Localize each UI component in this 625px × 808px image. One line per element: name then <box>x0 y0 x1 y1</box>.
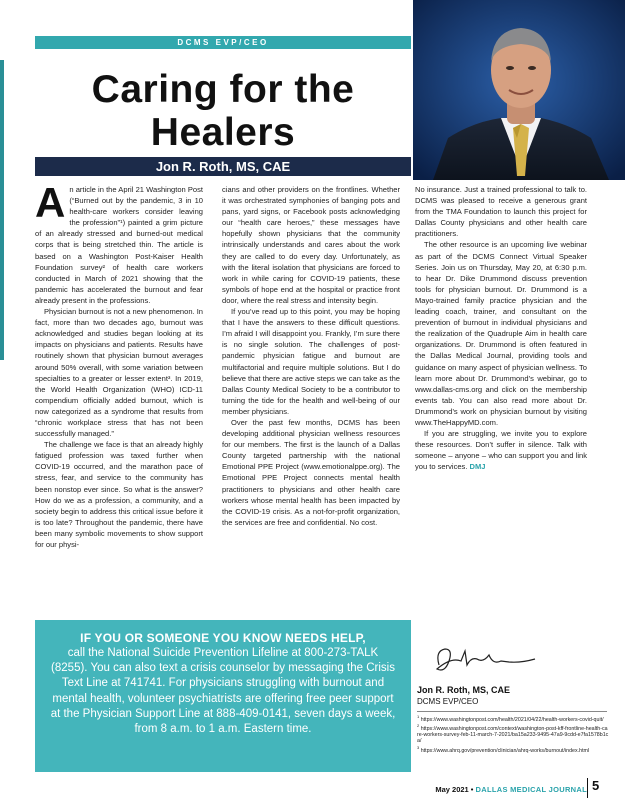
paragraph: If you are struggling, we invite you to explore these resources. Don’t suffer in silence. Talk with someone – anyone – who can support you and link you to services. DMJ <box>415 429 587 472</box>
footer-journal-name: DALLAS MEDICAL JOURNAL <box>475 785 587 794</box>
article-title <box>35 68 411 154</box>
signoff-title: DCMS EVP/CEO <box>417 697 479 706</box>
callout-body: call the National Suicide Prevention Lifeline at 800-273-TALK (8255). You can also text a crisis counselor by messaging the Crisis Text Line at 741741. For physicians struggling with burnout and mental health, volunteer psychiatrists are offering free peer support at the Physician Support Line at 888-409-0141, seven days a week, from 8 a.m. to 1 a.m. Eastern time. <box>50 647 396 736</box>
title-line-2: Healers <box>150 111 296 154</box>
drop-cap: A <box>35 179 66 226</box>
footer-divider <box>587 778 588 798</box>
footer-date: May 2021 <box>435 785 469 794</box>
article-column-3 <box>415 184 587 472</box>
footer-separator: • <box>470 785 474 794</box>
section-label: DCMS EVP/CEO <box>177 38 269 47</box>
footnote-link[interactable]: https://www.washingtonpost.com/context/washington-post-kff-frontline-health-care-workers-survey-feb-11-march-7-2021/ba15a233-9495-47a9-9cdd-e7fa1578b1ca/ <box>417 725 609 745</box>
byline-bar <box>35 157 411 176</box>
footnote-divider <box>417 711 607 712</box>
help-callout-box <box>35 620 411 772</box>
footnote-item: $^3$ https://www.ahrq.gov/prevention/clinician/ahrq-works/burnout/index.html <box>417 744 590 754</box>
signature-image <box>431 643 541 677</box>
paragraph: cians and other providers on the frontlines. Whether it was orchestrated symphonies of banging pots and pans, yard signs, or Facebook posts acknowledging our “health care heroes,” these messages have hopefully shown physicians that the community intrinsically understands and cares about the work they are called to do every day. Unfortunately, as with the literal isolation that physicians are forced to work in while caring for COVID-19 patients, these symbols of hope end at the hospital or practice front door, where the real stress and intensity begin. <box>222 185 400 305</box>
footnotes <box>417 714 609 754</box>
article-column-2 <box>222 184 400 528</box>
end-mark: DMJ <box>469 462 486 472</box>
article-column-1 <box>35 179 204 550</box>
paragraph: The challenge we face is that an already highly fatigued profession was taxed further when COVID-19 occurred, and the marathon pace of stress, fear, and service to the community has been nonstop ever since. So what is the answer? How do we as a profession, a community, and a society begin to address this critical issue before it is too late? Throughout the pandemic, there have been many symbolic movements to show support for our physi- <box>35 440 203 549</box>
byline: Jon R. Roth, MS, CAE <box>155 159 291 174</box>
paragraph: If you’ve read up to this point, you may be hoping that I have the answers to these difficult questions. I’m afraid I will disappoint you. Frankly, I’m sure there is no single solution. The challenges of post-pandemic physician fatigue and burnout are multifactorial and require multiple solutions. But I do believe that there are active steps we can take as the Dallas County Medical Society to be a contributor to turning the tide for the health and well-being of our member physicians. <box>222 307 400 416</box>
callout-heading: IF YOU OR SOMEONE YOU KNOW NEEDS HELP, <box>80 631 366 645</box>
footnote-link[interactable]: https://www.washingtonpost.com/health/2021/04/22/health-workers-covid-quit/ <box>420 716 604 723</box>
author-photo <box>413 0 625 180</box>
footnote-item: $^1$ https://www.washingtonpost.com/health/2021/04/22/health-workers-covid-quit/ <box>417 714 604 723</box>
footnote-link[interactable]: https://www.ahrq.gov/prevention/clinician/ahrq-works/burnout/index.html <box>420 747 590 754</box>
page-number: 5 <box>592 778 600 793</box>
left-edge-accent <box>0 60 4 360</box>
paragraph: An article in the April 21 Washington Post (“Burned out by the pandemic, 3 in 10 health-care workers consider leaving the profession”¹) painted a grim picture of an already stressed and burned-out medical corps that is being stretched thin. The article is based on a Washington Post-Kaiser Health Foundation survey² of health care workers conducted in March of 2021 showing that the pandemic has accelerated the burnout and fear already present in the professions. <box>35 179 203 305</box>
title-line-1: Caring for the <box>91 68 355 111</box>
paragraph: Physician burnout is not a new phenomenon. In fact, more than two decades ago, burnout was acknowledged and studies began looking at its impacts on physicians and patients. Results have routinely shown that physician burnout averages around 50% overall, with some variation between specialties to a greater or lesser extent³. In 2019, the World Health Organization (WHO) ICD-11 compendium officially added burnout, which is now categorized as a syndrome that results from “chronic workplace stress that has not been successfully managed.” <box>35 307 204 439</box>
signoff-name: Jon R. Roth, MS, CAE <box>417 685 510 695</box>
page-footer <box>435 785 587 794</box>
paragraph: No insurance. Just a trained professional to talk to. DCMS was pleased to receive a generous grant from the TMA Foundation to launch this project for Dallas County physicians and other health care practitioners. <box>415 185 587 239</box>
section-label-bar <box>35 36 411 49</box>
paragraph: Over the past few months, DCMS has been developing additional physician wellness resources for our members. The first is the launch of a Dallas County targeted partnership with the national Emotional PPE Project (www.emotionalppe.org). The Emotional PPE Project connects mental health practitioners to physicians and other health care workers whose mental health has been impacted by the COVID-19 crisis. As a not-for-profit organization, the services are free and confidential. No cost. <box>222 417 400 527</box>
paragraph: The other resource is an upcoming live webinar as part of the DCMS Connect Virtual Speaker Series. Join us on Thursday, May 20, at 6:30 p.m. to hear Dr. Dike Drummond discuss prevention tools for physician burnout. Dr. Drummond is a Mayo-trained family practice physician and the leading coach, trainer, and consultant on the prevention of burnout in individual physicians and the realization of the Quadruple Aim in health care organizations. Dr. Drummond is often featured in the Dallas Medical Journal, providing tools and guidance on many aspect of physician wellness. To learn more about Dr. Drummond’s webinar, go to www.dallas-cms.org and click on the membership events tab. You can also read more about Dr. Drummond’s work on physician burnout by visiting www.TheHappyMD.com. <box>415 240 587 427</box>
footnote-item: $^2$ https://www.washingtonpost.com/context/washington-post-kff-frontline-health-care-workers-survey-feb-11-march-7-2021/ba15a233-9495-47a9-9cdd-e7fa1578b1ca/ <box>417 723 609 745</box>
